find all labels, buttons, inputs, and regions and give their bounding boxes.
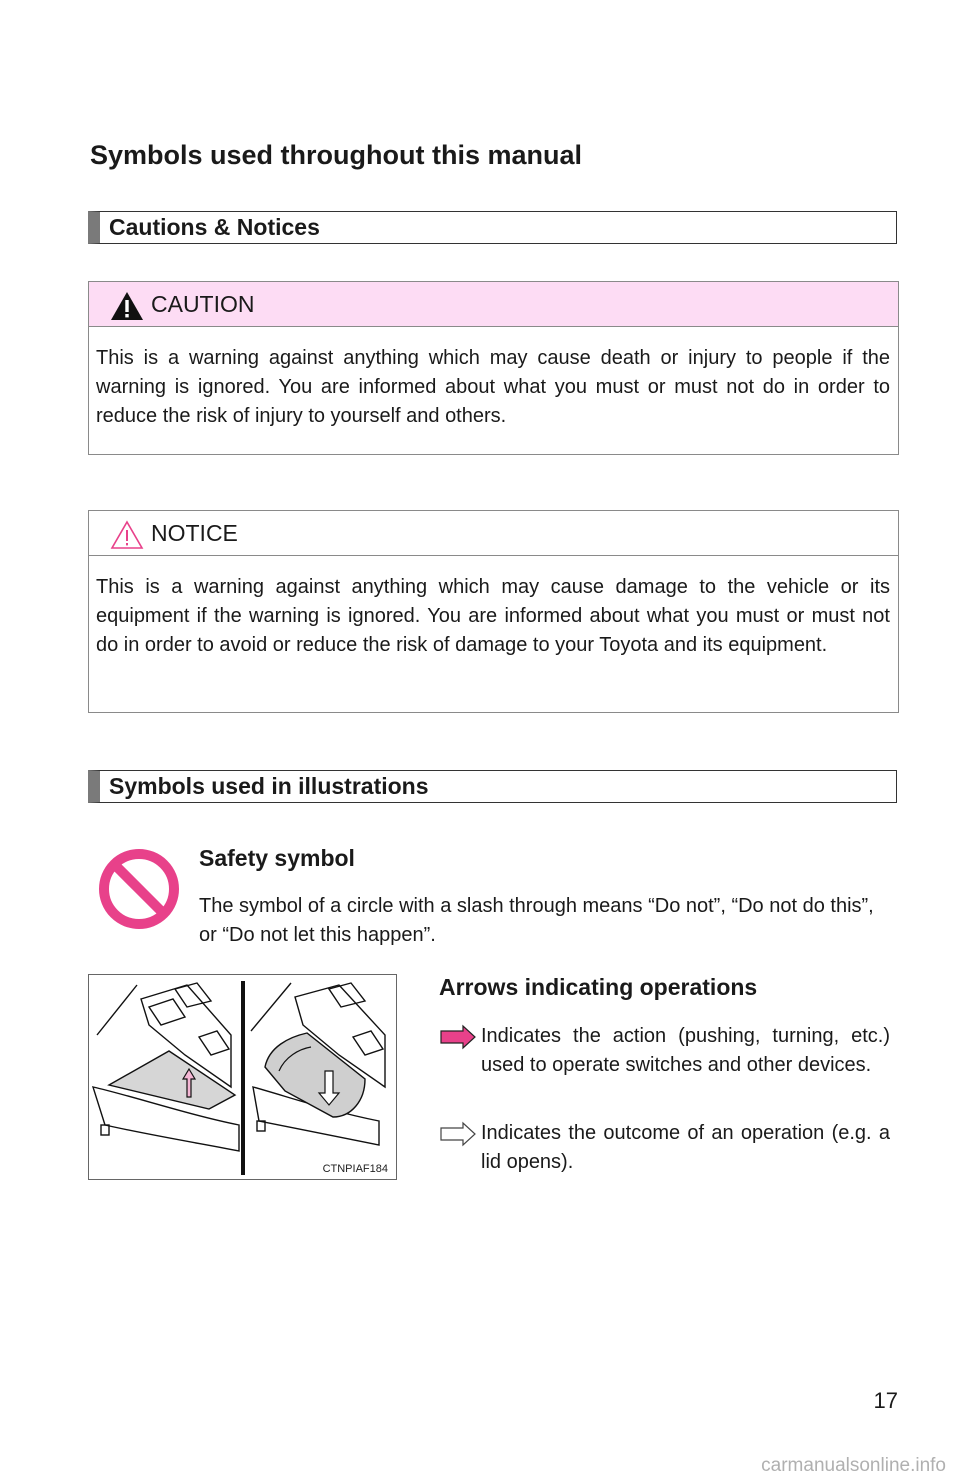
section-bar-cautions xyxy=(88,211,897,244)
illustration-overhead-console xyxy=(88,974,397,1180)
caution-text: This is a warning against anything which may cause death or injury to people if the warning is ignored. You are informed about what you must or must not do in order to reduce the risk of injury to yourself and others. xyxy=(96,347,890,427)
pink-arrow-icon xyxy=(439,1024,477,1050)
warning-triangle-filled-icon xyxy=(110,291,144,321)
arrow-action-row xyxy=(439,1022,891,1112)
arrow-outcome-row xyxy=(439,1119,891,1179)
notice-text: This is a warning against anything which may cause damage to the vehicle or its equipment if the warning is ignored. You are informed about what you must or must not do in order to avoid or reduce the risk of damage to your Toyota and its equipment. xyxy=(96,576,890,656)
warning-triangle-outline-icon xyxy=(110,520,144,550)
section-title: Symbols used in illustrations xyxy=(109,773,429,799)
safety-symbol-text: The symbol of a circle with a slash through means “Do not”, “Do not do this”, or “Do not let this happen”. xyxy=(199,895,874,946)
caution-box xyxy=(88,281,899,455)
illustration-code: CTNPIAF184 xyxy=(322,1163,388,1175)
caution-header xyxy=(89,282,898,327)
safety-symbol-heading: Safety symbol xyxy=(199,845,355,871)
page-title: Symbols used throughout this manual xyxy=(90,140,583,170)
arrows-heading: Arrows indicating operations xyxy=(439,974,758,1000)
prohibition-icon xyxy=(98,848,180,930)
arrow-outcome-text: Indicates the outcome of an operation (e.g. a lid opens). xyxy=(481,1122,890,1173)
arrow-action-text: Indicates the action (pushing, turning, etc.) used to operate switches and other devices. xyxy=(481,1025,890,1076)
caution-label: CAUTION xyxy=(151,291,255,317)
notice-box xyxy=(88,510,899,713)
notice-label: NOTICE xyxy=(151,520,238,546)
overhead-console-drawing xyxy=(89,975,397,1180)
section-bar-illustrations xyxy=(88,770,897,803)
footer-watermark: carmanualsonline.info xyxy=(761,1455,946,1476)
outline-arrow-icon xyxy=(439,1121,477,1147)
page-number: 17 xyxy=(873,1388,898,1413)
notice-header xyxy=(89,511,898,556)
section-title: Cautions & Notices xyxy=(109,214,320,240)
